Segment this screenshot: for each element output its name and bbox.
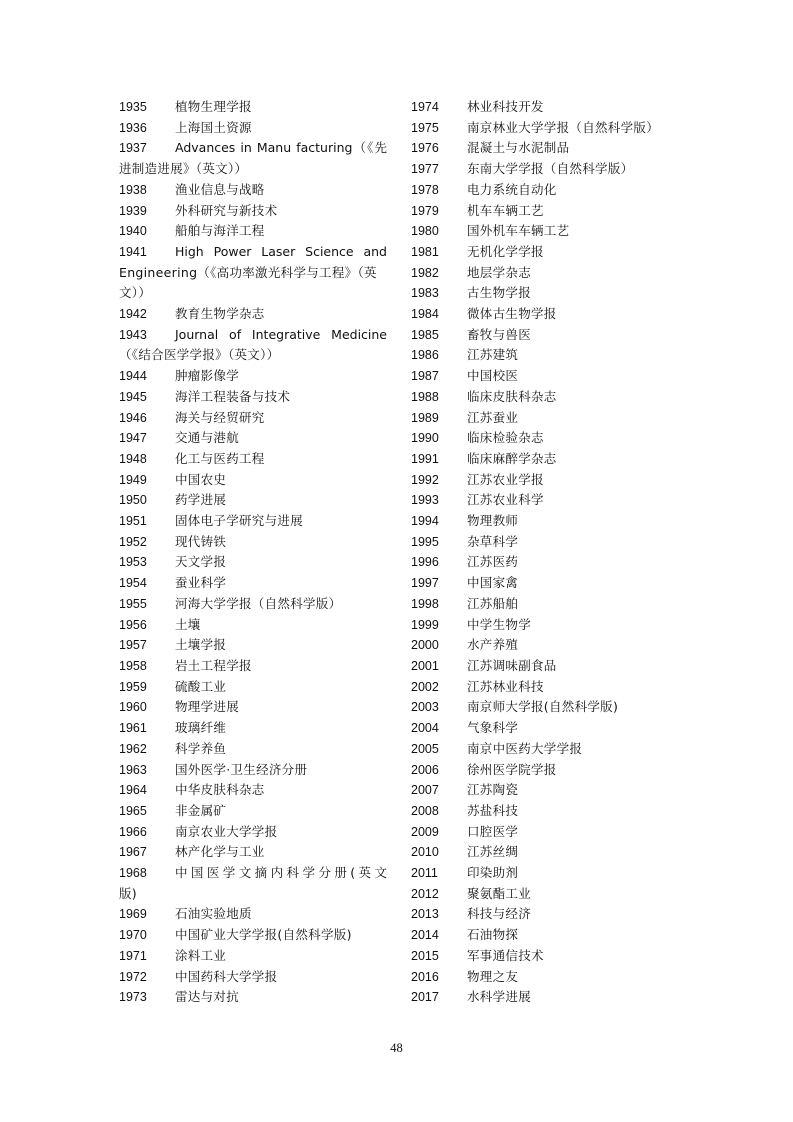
entry-title: 非金属矿 [175, 802, 227, 818]
entry-title: 中学生物学 [467, 616, 532, 632]
entry-title: 微体古生物学报 [467, 306, 557, 322]
list-item [411, 967, 679, 988]
entry-title: 岩土工程学报 [175, 657, 252, 673]
entry-title: 江苏陶瓷 [467, 782, 519, 798]
entry-number: 1979 [411, 203, 439, 218]
list-item [119, 760, 387, 781]
entry-number: 2006 [411, 762, 439, 777]
entry-title: 口腔医学 [467, 823, 519, 839]
entry-title: 硫酸工业 [175, 678, 227, 694]
right-column [411, 97, 679, 1008]
list-item [119, 470, 387, 491]
entry-title: 石油实验地质 [175, 906, 252, 922]
entry-title: 渔业信息与战略 [175, 181, 265, 197]
entry-title: 海关与经贸研究 [175, 409, 265, 425]
entry-number: 1970 [119, 928, 147, 943]
list-item [411, 552, 679, 573]
entry-number: 1957 [119, 638, 147, 653]
list-item [411, 470, 679, 491]
list-item [411, 283, 679, 304]
entry-title: 肿瘤影像学 [175, 368, 240, 384]
entry-number: 1975 [411, 120, 439, 135]
entry-number: 1974 [411, 100, 439, 114]
entry-number: 1966 [119, 824, 147, 839]
list-item [411, 159, 679, 180]
entry-title-continued: 版) [119, 885, 137, 901]
list-item [119, 118, 387, 139]
list-item [119, 615, 387, 636]
entry-number: 1991 [411, 451, 439, 466]
entry-title: 印染助剂 [467, 865, 519, 881]
entry-title: 杂草科学 [467, 533, 519, 549]
list-item [411, 594, 679, 615]
entry-title: 化工与医药工程 [175, 450, 265, 466]
entry-title: 植物生理学报 [175, 99, 252, 114]
entry-title: 国外机车车辆工艺 [467, 223, 570, 239]
entry-number: 1948 [119, 451, 147, 466]
entry-title: 中国家禽 [467, 575, 519, 591]
list-item [119, 387, 387, 408]
entry-number: 1949 [119, 472, 147, 487]
entry-title: 玻璃纤维 [175, 720, 227, 736]
entry-number: 1989 [411, 410, 439, 425]
entry-number: 2011 [411, 866, 438, 881]
entry-title: 江苏农业科学 [467, 492, 544, 508]
entry-number: 1965 [119, 803, 147, 818]
list-item [119, 304, 387, 325]
entry-number: 1955 [119, 596, 147, 611]
entry-number: 1998 [411, 596, 439, 611]
entry-number: 1943 [119, 327, 147, 342]
entry-number: 1983 [411, 286, 439, 301]
list-item [411, 697, 679, 718]
entry-number: 1972 [119, 969, 147, 984]
entry-number: 1959 [119, 679, 147, 694]
entry-title: 中国校医 [467, 368, 519, 384]
entry-number: 1940 [119, 224, 147, 239]
entry-title: 江苏林业科技 [467, 678, 544, 694]
list-item [411, 118, 679, 139]
entry-number: 1953 [119, 555, 147, 570]
list-item [119, 573, 387, 594]
entry-number: 2007 [411, 783, 439, 798]
entry-number: 2012 [411, 886, 439, 901]
entry-title: 机车车辆工艺 [467, 202, 544, 218]
entry-number: 2015 [411, 948, 439, 963]
entry-number: 1945 [119, 389, 147, 404]
list-item [411, 739, 679, 760]
list-item [119, 822, 387, 843]
entry-title: Advances in Manu facturing（《先 [175, 140, 387, 156]
list-item [411, 221, 679, 242]
list-item [119, 242, 387, 304]
entry-title: 涂料工业 [175, 947, 227, 963]
list-item [119, 594, 387, 615]
list-item [119, 842, 387, 863]
list-item [411, 718, 679, 739]
entry-title: 土壤 [175, 616, 201, 632]
entry-number: 1992 [411, 472, 439, 487]
entry-title: 聚氨酯工业 [467, 885, 532, 901]
list-item [411, 263, 679, 284]
list-item [411, 925, 679, 946]
entry-title: 科技与经济 [467, 906, 532, 922]
list-item [411, 532, 679, 553]
entry-number: 1969 [119, 907, 147, 922]
entry-number: 1941 [119, 244, 147, 259]
entry-title: 南京林业大学学报（自然科学版） [467, 119, 660, 135]
entry-number: 1938 [119, 182, 147, 197]
entry-number: 2005 [411, 741, 439, 756]
entry-title: 军事通信技术 [467, 947, 544, 963]
entry-title: 苏盐科技 [467, 802, 519, 818]
entry-number: 2008 [411, 803, 439, 818]
entry-title-continued: 文）） [119, 285, 152, 301]
entry-title: 水产养殖 [467, 637, 519, 653]
entry-number: 1954 [119, 576, 147, 591]
entry-title: 林产化学与工业 [175, 844, 265, 860]
entry-title: 徐州医学院学报 [467, 761, 557, 777]
list-item [119, 201, 387, 222]
entry-title: 船舶与海洋工程 [175, 223, 265, 239]
entry-number: 1935 [119, 100, 147, 114]
list-item [119, 904, 387, 925]
entry-number: 2016 [411, 969, 439, 984]
entry-number: 2017 [411, 990, 439, 1005]
list-item [119, 925, 387, 946]
entry-title: High Power Laser Science and [175, 243, 387, 259]
list-item [119, 697, 387, 718]
list-item [119, 718, 387, 739]
entry-title: 国外医学·卫生经济分册 [175, 761, 308, 777]
entry-title: 药学进展 [175, 492, 227, 508]
entry-title: 江苏调味副食品 [467, 657, 557, 673]
list-item [411, 97, 679, 118]
entry-number: 1997 [411, 576, 439, 591]
list-item [119, 780, 387, 801]
entry-title: 交通与港航 [175, 430, 240, 446]
entry-number: 1988 [411, 389, 439, 404]
entry-title: 物理之友 [467, 968, 519, 984]
entry-number: 1956 [119, 617, 147, 632]
entry-number: 1999 [411, 617, 439, 632]
entry-title: Journal of Integrative Medicine [175, 326, 387, 342]
entry-title: 地层学杂志 [467, 264, 532, 280]
entry-title: 南京中医药大学学报 [467, 740, 583, 756]
entry-number: 2010 [411, 845, 439, 860]
entry-title: 电力系统自动化 [467, 181, 557, 197]
entry-number: 1971 [119, 948, 147, 963]
list-item [411, 780, 679, 801]
entry-title: 东南大学学报（自然科学版） [467, 161, 634, 177]
list-item [411, 449, 679, 470]
list-item [411, 180, 679, 201]
list-item [411, 387, 679, 408]
entry-title: 无机化学学报 [467, 243, 544, 259]
entry-number: 1967 [119, 845, 147, 860]
entry-title: 畜牧与兽医 [467, 326, 532, 342]
list-item [411, 656, 679, 677]
list-item [119, 180, 387, 201]
list-item [411, 635, 679, 656]
list-item [411, 863, 679, 884]
entry-title: 林业科技开发 [467, 99, 544, 114]
entry-title: 南京农业大学学报 [175, 823, 278, 839]
entry-title: 中国医学文摘内科学分册(英文 [175, 865, 387, 881]
list-item [119, 677, 387, 698]
list-item [119, 552, 387, 573]
entry-title: 江苏丝绸 [467, 844, 519, 860]
entry-title: 南京师大学报(自然科学版) [467, 699, 619, 715]
entry-title: 海洋工程装备与技术 [175, 388, 291, 404]
list-item [411, 304, 679, 325]
list-item [119, 967, 387, 988]
entry-number: 1987 [411, 369, 439, 384]
entry-title: 土壤学报 [175, 637, 227, 653]
entry-number: 1950 [119, 493, 147, 508]
entry-title-continued: （《结合医学学报》（英文）） [119, 347, 280, 363]
list-item [411, 615, 679, 636]
list-item [411, 490, 679, 511]
list-item [119, 97, 387, 118]
entry-number: 1995 [411, 534, 439, 549]
page-number: 48 [390, 1041, 403, 1055]
entry-title: 江苏医药 [467, 554, 519, 570]
list-item [411, 801, 679, 822]
list-item [411, 946, 679, 967]
entry-title: 中国药科大学学报 [175, 968, 278, 984]
list-item [119, 863, 387, 904]
entry-title: 水科学进展 [467, 989, 532, 1005]
list-item [119, 490, 387, 511]
entry-number: 1962 [119, 741, 147, 756]
list-item [119, 408, 387, 429]
entry-title: 古生物学报 [467, 285, 532, 301]
entry-title: 雷达与对抗 [175, 989, 240, 1005]
left-column [119, 97, 387, 1008]
entry-number: 1976 [411, 141, 439, 156]
entry-number: 1952 [119, 534, 147, 549]
entry-number: 1942 [119, 307, 147, 322]
entry-number: 2013 [411, 907, 439, 922]
entry-number: 2014 [411, 928, 439, 943]
entry-number: 1978 [411, 182, 439, 197]
entry-title: 中华皮肤科杂志 [175, 782, 265, 798]
entry-number: 1985 [411, 327, 439, 342]
entry-number: 1961 [119, 721, 147, 736]
entry-title: 江苏建筑 [467, 347, 519, 363]
entry-number: 2002 [411, 679, 439, 694]
entry-number: 1990 [411, 431, 439, 446]
entry-title: 混凝土与水泥制品 [467, 140, 570, 156]
list-item [411, 822, 679, 843]
list-item [411, 842, 679, 863]
entry-title: 临床皮肤科杂志 [467, 388, 557, 404]
list-item [119, 656, 387, 677]
entry-number: 1980 [411, 224, 439, 239]
entry-number: 1994 [411, 514, 439, 529]
entry-title: 物理学进展 [175, 699, 240, 715]
entry-title: 现代铸铁 [175, 533, 227, 549]
list-item [411, 242, 679, 263]
entry-number: 1947 [119, 431, 147, 446]
entry-number: 1984 [411, 307, 439, 322]
entry-number: 1951 [119, 514, 147, 529]
entry-title: 河海大学学报（自然科学版） [175, 595, 342, 611]
entry-title: 石油物探 [467, 927, 519, 943]
entry-number: 1937 [119, 141, 147, 156]
entry-number: 1936 [119, 120, 147, 135]
list-item [119, 946, 387, 967]
entry-number: 1960 [119, 700, 147, 715]
entry-number: 1944 [119, 369, 147, 384]
list-item [119, 366, 387, 387]
list-item [119, 987, 387, 1008]
entry-title: 天文学报 [175, 554, 227, 570]
entry-number: 1973 [119, 990, 147, 1005]
entry-title-continued: 进制造进展》（英文）） [119, 161, 248, 177]
list-item [411, 677, 679, 698]
list-item [119, 511, 387, 532]
entry-title: 中国矿业大学学报(自然科学版) [175, 927, 352, 943]
entry-number: 1968 [119, 866, 147, 881]
list-item [411, 345, 679, 366]
list-item [411, 904, 679, 925]
entry-number: 1939 [119, 203, 147, 218]
entry-title: 固体电子学研究与进展 [175, 513, 304, 529]
entry-number: 1981 [411, 244, 439, 259]
entry-number: 1958 [119, 658, 147, 673]
entry-title: 江苏船舶 [467, 595, 519, 611]
entry-title: 物理教师 [467, 513, 519, 529]
list-item [411, 884, 679, 905]
list-item [119, 325, 387, 366]
entry-title: 临床麻醉学杂志 [467, 450, 557, 466]
entry-title: 中国农史 [175, 471, 227, 487]
entry-number: 2009 [411, 824, 439, 839]
entry-number: 2001 [411, 658, 439, 673]
entry-number: 1993 [411, 493, 439, 508]
entry-number: 1963 [119, 762, 147, 777]
entry-title: 科学养鱼 [175, 740, 227, 756]
entry-number: 1946 [119, 410, 147, 425]
entry-number: 1982 [411, 265, 439, 280]
list-item [411, 573, 679, 594]
entry-number: 2000 [411, 638, 439, 653]
list-item [119, 449, 387, 470]
list-item [411, 987, 679, 1008]
entry-number: 1964 [119, 783, 147, 798]
list-item [411, 760, 679, 781]
list-item [411, 428, 679, 449]
entry-number: 1977 [411, 162, 439, 177]
entry-title-continued: Engineering（《高功率激光科学与工程》（英 [119, 264, 377, 280]
entry-title: 蚕业科学 [175, 575, 227, 591]
list-item [119, 138, 387, 179]
list-item [411, 325, 679, 346]
entry-title: 外科研究与新技术 [175, 202, 278, 218]
list-item [119, 428, 387, 449]
entry-title: 江苏农业学报 [467, 471, 544, 487]
list-item [411, 511, 679, 532]
list-item [411, 201, 679, 222]
list-item [119, 635, 387, 656]
entry-title: 气象科学 [467, 720, 519, 736]
list-item [411, 138, 679, 159]
list-item [411, 366, 679, 387]
entry-number: 2003 [411, 700, 439, 715]
list-item [119, 739, 387, 760]
entry-number: 1986 [411, 348, 439, 363]
entry-number: 2004 [411, 721, 439, 736]
entry-title: 江苏蚕业 [467, 409, 519, 425]
entry-title: 教育生物学杂志 [175, 306, 265, 322]
entry-number: 1996 [411, 555, 439, 570]
entry-title: 上海国土资源 [175, 119, 252, 135]
list-item [119, 801, 387, 822]
list-item [119, 221, 387, 242]
list-item [119, 532, 387, 553]
list-item [411, 408, 679, 429]
entry-title: 临床检验杂志 [467, 430, 544, 446]
